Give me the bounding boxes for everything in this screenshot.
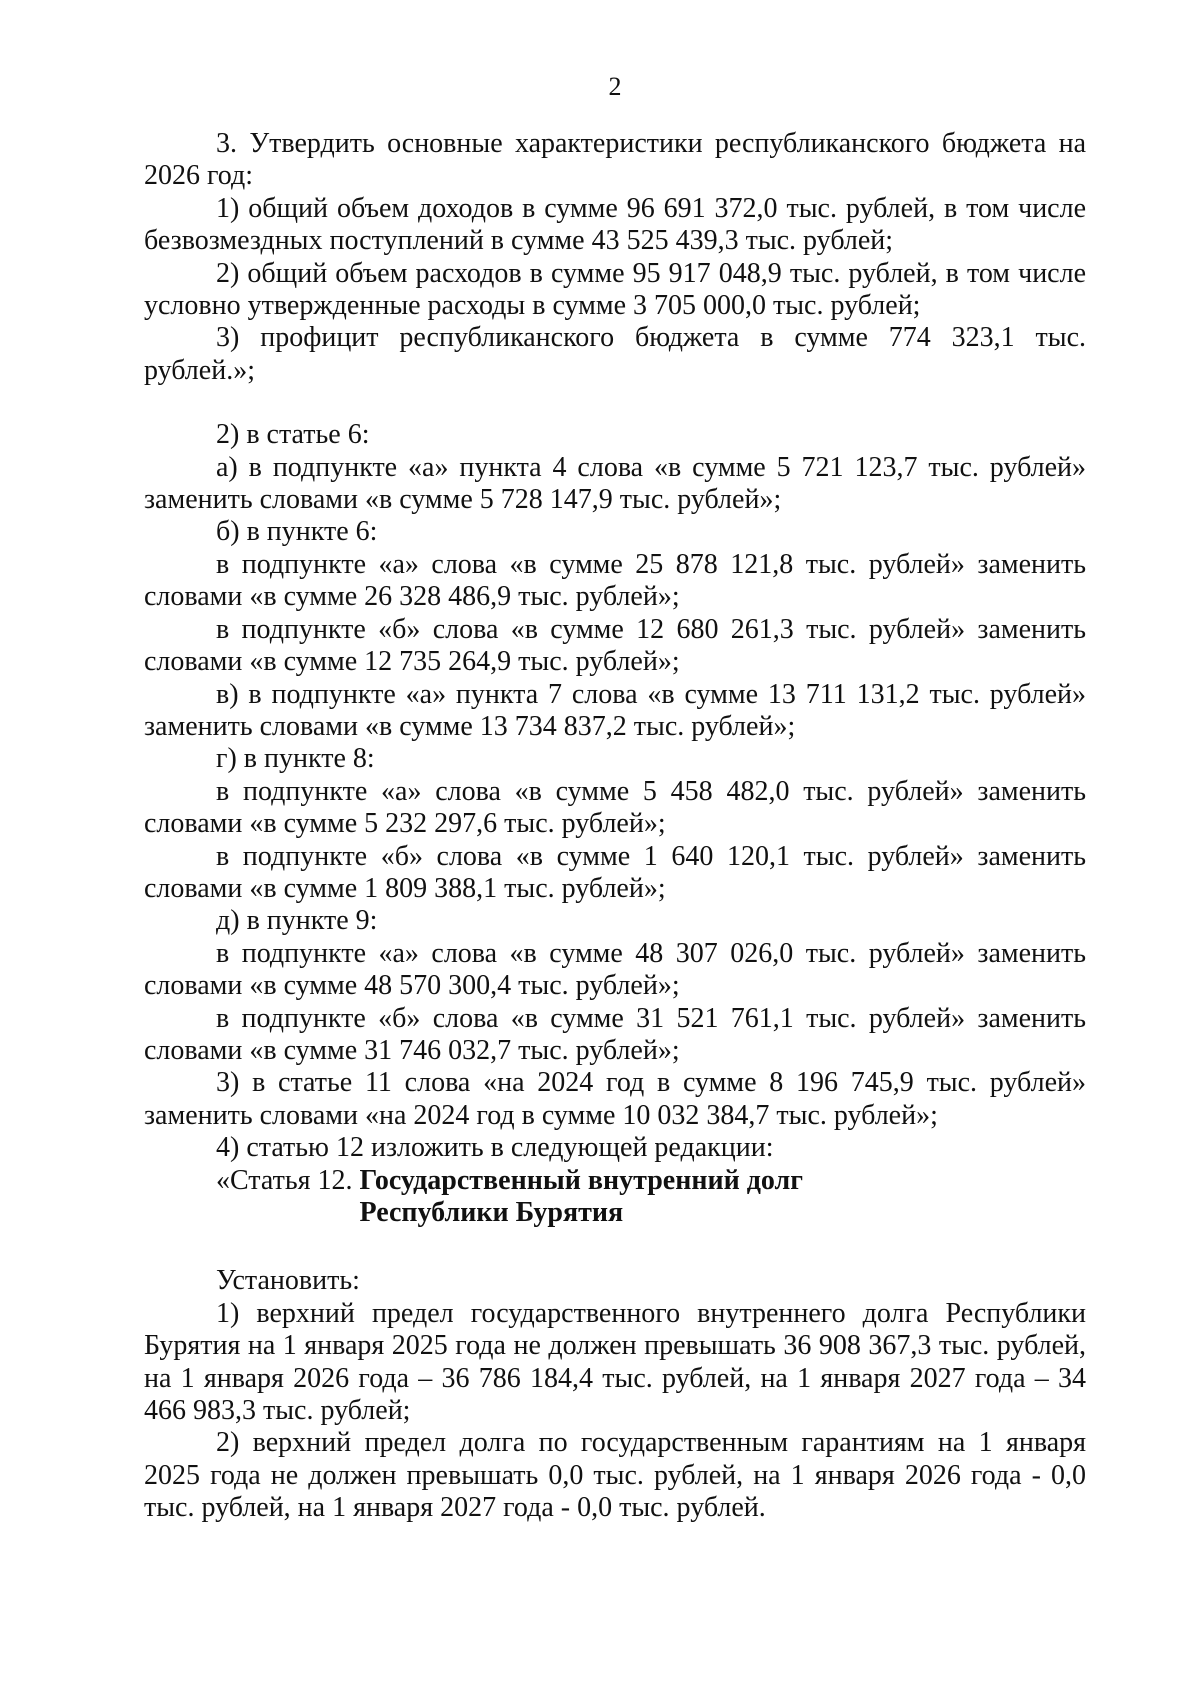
amendment-6-g-b: в подпункте «б» слова «в сумме 1 640 120,1 тыс. рублей» заменить словами «в сумме 1 809 388,1 тыс. рублей»;	[144, 840, 1086, 904]
amendment-6-g: г) в пункте 8:	[216, 743, 375, 775]
amendment-article-12: 4) статью 12 изложить в следующей редакции:	[216, 1132, 774, 1164]
amendment-article-6: 2) в статье 6:	[216, 419, 370, 451]
amendment-6-d: д) в пункте 9:	[216, 905, 378, 937]
amendment-6-b-a: в подпункте «а» слова «в сумме 25 878 121,8 тыс. рублей» заменить словами «в сумме 26 328 486,9 тыс. рублей»;	[144, 548, 1086, 613]
article-12-item-1: 1) верхний предел государственного внутреннего долга Республики Бурятия на 1 января 2025 года не должен превышать 36 908 367,3 тыс. рублей, на 1 января 2026 года – 36 786 184,4 тыс. рублей, на 1 января 2027 года – 34 466 983,3 тыс. рублей;	[144, 1297, 1086, 1427]
amendment-6-d-a: в подпункте «а» слова «в сумме 48 307 026,0 тыс. рублей» заменить словами «в сумме 48 570 300,4 тыс. рублей»;	[144, 937, 1086, 1002]
amendment-6-v: в) в подпункте «а» пункта 7 слова «в сумме 13 711 131,2 тыс. рублей» заменить словами «в сумме 13 734 837,2 тыс. рублей»;	[144, 678, 1086, 742]
article-12-heading	[144, 1165, 1086, 1230]
amendment-6-b-b: в подпункте «б» слова «в сумме 12 680 261,3 тыс. рублей» заменить словами «в сумме 12 735 264,9 тыс. рублей»;	[144, 613, 1086, 678]
amendment-6-g-a: в подпункте «а» слова «в сумме 5 458 482,0 тыс. рублей» заменить словами «в сумме 5 232 297,6 тыс. рублей»;	[144, 775, 1086, 840]
amendment-article-11: 3) в статье 11 слова «на 2024 год в сумме 8 196 745,9 тыс. рублей» заменить словами «на 2024 год в сумме 10 032 384,7 тыс. рублей»;	[144, 1067, 1086, 1131]
section-3-item-2: 2) общий объем расходов в сумме 95 917 048,9 тыс. рублей, в том числе условно утвержденные расходы в сумме 3 705 000,0 тыс. рублей;	[144, 257, 1086, 322]
section-3-intro: 3. Утвердить основные характеристики республиканского бюджета на 2026 год:	[144, 128, 1086, 192]
amendment-6-a: а) в подпункте «а» пункта 4 слова «в сумме 5 721 123,7 тыс. рублей» заменить словами «в сумме 5 728 147,9 тыс. рублей»;	[144, 451, 1086, 516]
section-3-item-1: 1) общий объем доходов в сумме 96 691 372,0 тыс. рублей, в том числе безвозмездных поступлений в сумме 43 525 439,3 тыс. рублей;	[144, 192, 1086, 257]
article-12-prefix: «Статья 12.	[216, 1164, 360, 1196]
article-12-item-2: 2) верхний предел долга по государственным гарантиям на 1 января 2025 года не должен превышать 0,0 тыс. рублей, на 1 января 2026 года - 0,0 тыс. рублей, на 1 января 2027 года - 0,0 тыс. рублей.	[144, 1427, 1086, 1524]
page-number: 2	[608, 72, 622, 101]
document-body	[144, 128, 1086, 1525]
article-12-establish: Установить:	[216, 1265, 360, 1297]
amendment-6-b: б) в пункте 6:	[216, 516, 378, 548]
amendment-6-d-b: в подпункте «б» слова «в сумме 31 521 761,1 тыс. рублей» заменить словами «в сумме 31 746 032,7 тыс. рублей»;	[144, 1002, 1086, 1066]
section-3-item-3: 3) профицит республиканского бюджета в сумме 774 323,1 тыс. рублей.»;	[144, 322, 1086, 386]
article-12-title: Государственный внутренний долг Республики Бурятия	[359, 1164, 803, 1228]
